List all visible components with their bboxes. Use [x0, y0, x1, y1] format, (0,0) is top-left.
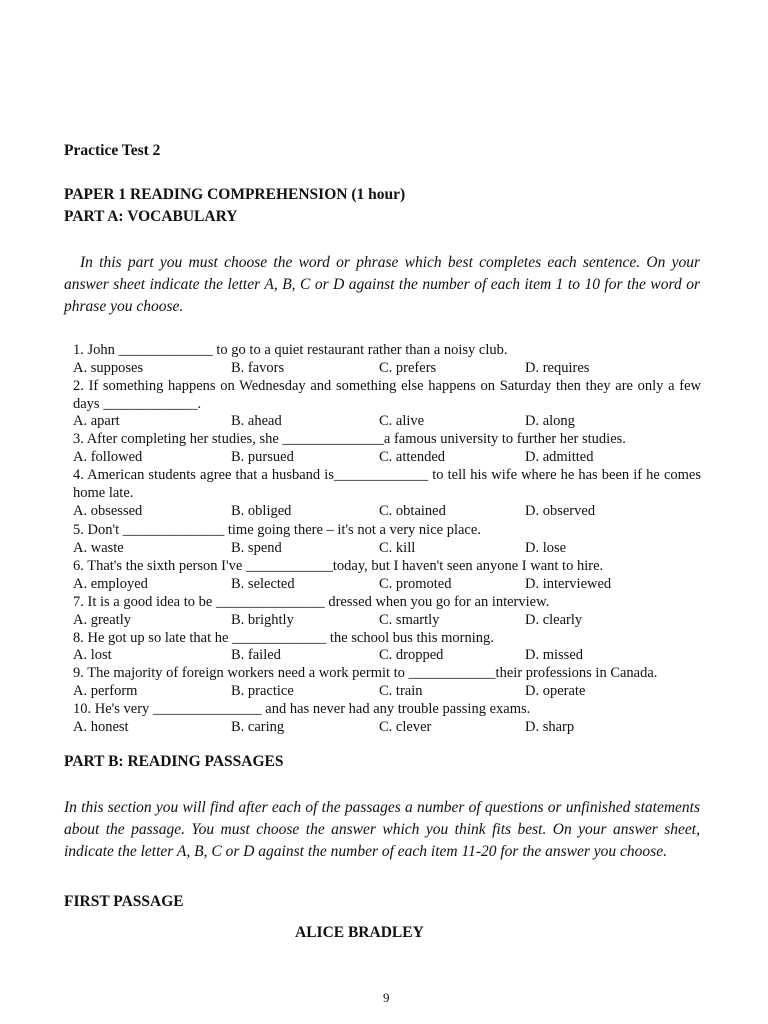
question-4-text: 4. American students agree that a husband is_____________ to tell his wife where he has been if he comes home late. [73, 467, 701, 501]
question-5-option-d: D. lose [525, 540, 567, 556]
question-10-option-b: B. caring [231, 719, 285, 735]
question-7-option-a: A. greatly [73, 612, 131, 628]
practice-title: Practice Test 2 [64, 142, 161, 159]
part-b-title: PART B: READING PASSAGES [64, 753, 284, 770]
question-5-text: 5. Don't ______________ time going there – it's not a very nice place. [73, 522, 481, 538]
question-2-option-c: C. alive [379, 413, 425, 429]
paper-title: PAPER 1 READING COMPREHENSION (1 hour) [64, 186, 406, 203]
first-passage-heading: FIRST PASSAGE [64, 893, 184, 910]
question-7-option-c: C. smartly [379, 612, 440, 628]
question-9-option-b: B. practice [231, 683, 294, 699]
question-7-text: 7. It is a good idea to be _______________ dressed when you go for an interview. [73, 594, 550, 610]
question-9-text: 9. The majority of foreign workers need a work permit to ____________their professions in Canada. [73, 665, 658, 681]
question-5-option-c: C. kill [379, 540, 416, 556]
question-10-text: 10. He's very _______________ and has never had any trouble passing exams. [73, 701, 531, 717]
question-6-text: 6. That's the sixth person I've ____________today, but I haven't seen anyone I want to hire. [73, 558, 604, 574]
question-3-option-d: D. admitted [525, 449, 594, 465]
question-4-option-a: A. obsessed [73, 503, 143, 519]
question-1-option-b: B. favors [231, 360, 285, 376]
question-8-option-c: C. dropped [379, 647, 444, 663]
question-3-option-c: C. attended [379, 449, 446, 465]
question-3-text: 3. After completing her studies, she ______________a famous university to further her studies. [73, 431, 626, 447]
question-10-option-d: D. sharp [525, 719, 575, 735]
question-8-option-a: A. lost [73, 647, 112, 663]
question-2-option-b: B. ahead [231, 413, 282, 429]
question-4-option-d: D. observed [525, 503, 596, 519]
question-2-text: 2. If something happens on Wednesday and something else happens on Saturday then they are only a few days _____________. [73, 378, 701, 412]
question-1-option-c: C. prefers [379, 360, 437, 376]
question-6-option-b: B. selected [231, 576, 295, 592]
part-a-title: PART A: VOCABULARY [64, 208, 238, 225]
question-3-option-a: A. followed [73, 449, 143, 465]
passage-title: ALICE BRADLEY [295, 924, 424, 941]
question-5-option-a: A. waste [73, 540, 124, 556]
question-8-option-b: B. failed [231, 647, 281, 663]
question-1-option-d: D. requires [525, 360, 590, 376]
part-b-instructions: In this section you will find after each of the passages a number of questions or unfinished statements about the passage. You must choose the answer which you think fits best. On your answer sheet, indicate the letter A, B, C or D against the number of each item 11-20 for the answer you choose. [64, 799, 700, 860]
question-9-option-a: A. perform [73, 683, 138, 699]
question-8-option-d: D. missed [525, 647, 583, 663]
question-4-option-c: C. obtained [379, 503, 446, 519]
question-7-option-d: D. clearly [525, 612, 583, 628]
question-9-option-c: C. train [379, 683, 423, 699]
question-2-option-d: D. along [525, 413, 575, 429]
question-6-option-a: A. employed [73, 576, 148, 592]
question-5-option-b: B. spend [231, 540, 282, 556]
question-10-option-c: C. clever [379, 719, 432, 735]
question-6-option-c: C. promoted [379, 576, 452, 592]
question-8-text: 8. He got up so late that he _____________ the school bus this morning. [73, 630, 494, 646]
question-3-option-b: B. pursued [231, 449, 294, 465]
question-7-option-b: B. brightly [231, 612, 294, 628]
page-number: 9 [383, 990, 390, 1005]
question-10-option-a: A. honest [73, 719, 129, 735]
question-2-option-a: A. apart [73, 413, 120, 429]
question-1-option-a: A. supposes [73, 360, 144, 376]
part-a-instructions: In this part you must choose the word or phrase which best completes each sentence. On your answer sheet indicate the letter A, B, C or D against the number of each item 1 to 10 for the word or phrase you choose. [64, 254, 700, 315]
question-4-option-b: B. obliged [231, 503, 292, 519]
question-6-option-d: D. interviewed [525, 576, 612, 592]
question-1-text: 1. John _____________ to go to a quiet restaurant rather than a noisy club. [73, 342, 508, 358]
question-9-option-d: D. operate [525, 683, 586, 699]
